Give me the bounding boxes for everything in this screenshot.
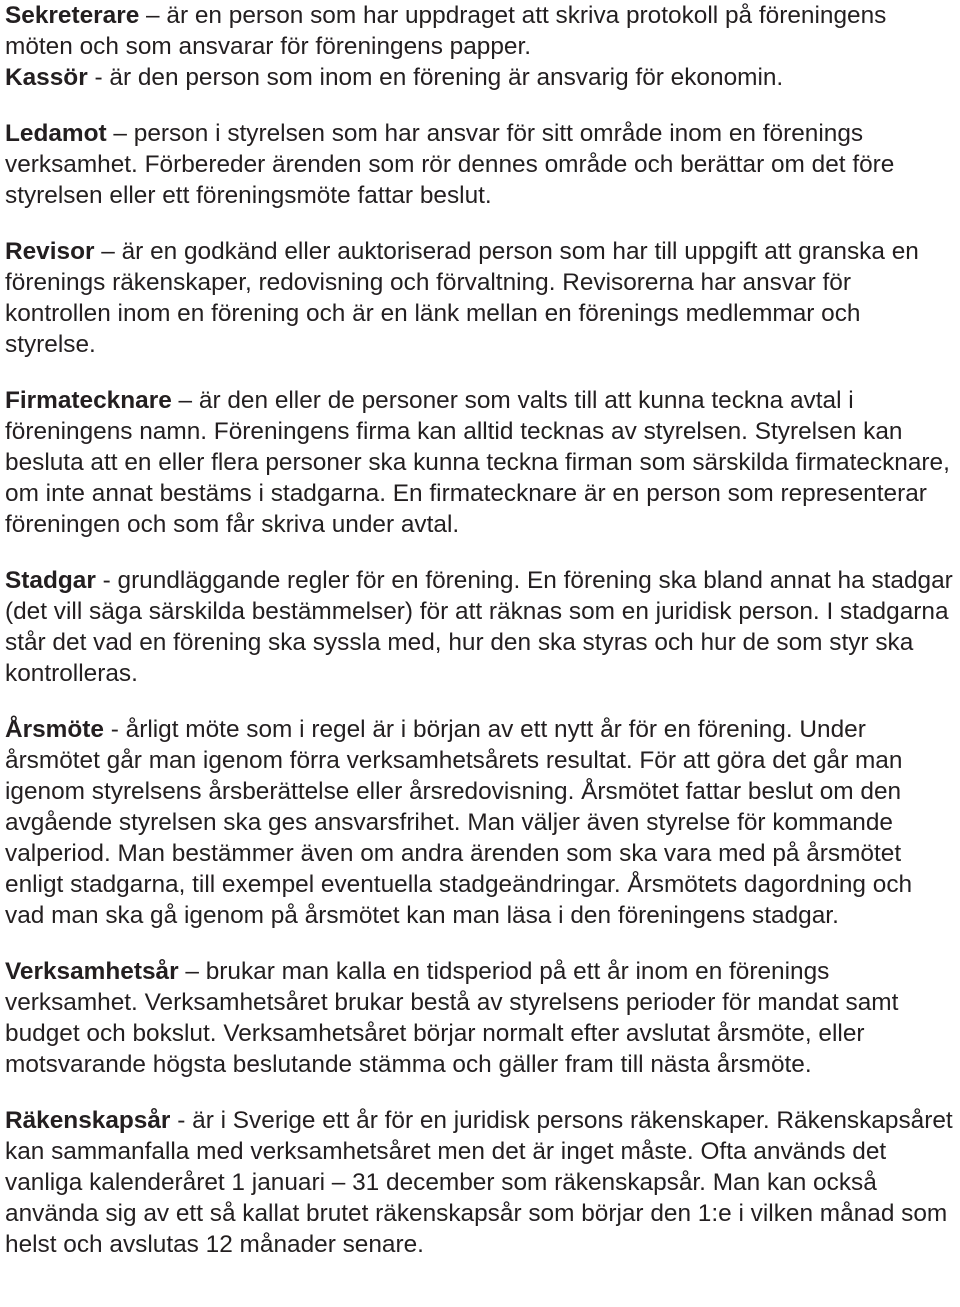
- entry-firmatecknare: [5, 385, 955, 540]
- term: Revisor: [5, 238, 95, 265]
- definition: är den eller de personer som valts till att kunna teckna avtal i föreningens namn. Föreningens firma kan alltid tecknas av styrelsen. Styrelsen kan besluta att en eller flera personer ska kunna teckna firman som särskilda firmatecknare, om inte annat bestäms i stadgarna. En firmatecknare är en person som representerar föreningen och som får skriva under avtal.: [5, 387, 950, 538]
- separator: -: [87, 64, 110, 91]
- entry-sekreterare: [5, 0, 955, 62]
- term: Räkenskapsår: [5, 1107, 171, 1134]
- definition: brukar man kalla en tidsperiod på ett år inom en förenings verksamhet. Verksamhetsåret brukar bestå av styrelsens perioder för mandat samt budget och bokslut. Verksamhetsåret börjar normalt efter avslutat årsmöte, eller motsvarande högsta beslutande stämma och gäller fram till nästa årsmöte.: [5, 958, 899, 1078]
- entry-rakenskapsar: [5, 1105, 955, 1260]
- glossary-document: [5, 0, 955, 1260]
- entry-ledamot: [5, 118, 955, 211]
- entry-kassor: [5, 62, 955, 93]
- entry-stadgar: [5, 565, 955, 689]
- definition: årligt möte som i regel är i början av ett nytt år för en förening. Under årsmötet går man igenom förra verksamhetsårets resultat. För att göra det går man igenom styrelsens årsberättelse eller årsredovisning. Årsmötet fattar beslut om den avgående styrelsen ska ges ansvarsfrihet. Man väljer även styrelse för kommande valperiod. Man bestämmer även om andra ärenden som ska vara med på årsmötet enligt stadgarna, till exempel eventuella stadgeändringar. Årsmötets dagordning och vad man ska gå igenom på årsmötet kan man läsa i den föreningens stadgar.: [5, 716, 913, 929]
- entry-verksamhetsar: [5, 956, 955, 1080]
- separator: -: [170, 1107, 193, 1134]
- definition: är en godkänd eller auktoriserad person som har till uppgift att granska en förenings räkenskaper, redovisning och förvaltning. Revisorerna har ansvar för kontrollen inom en förening och är en länk mellan en förenings medlemmar och styrelse.: [5, 238, 919, 358]
- term: Stadgar: [5, 567, 96, 594]
- entry-arsmote: [5, 714, 955, 931]
- separator: –: [106, 120, 134, 147]
- separator: –: [178, 958, 206, 985]
- separator: –: [139, 2, 167, 29]
- definition: är den person som inom en förening är ansvarig för ekonomin.: [109, 64, 784, 91]
- separator: –: [94, 238, 122, 265]
- term: Verksamhetsår: [5, 958, 179, 985]
- definition: är en person som har uppdraget att skriva protokoll på föreningens möten och som ansvarar för föreningens papper.: [5, 2, 887, 60]
- term: Firmatecknare: [5, 387, 172, 414]
- term: Kassör: [5, 64, 88, 91]
- separator: –: [171, 387, 199, 414]
- separator: -: [103, 716, 126, 743]
- term: Årsmöte: [5, 716, 104, 743]
- term: Sekreterare: [5, 2, 140, 29]
- entry-revisor: [5, 236, 955, 360]
- definition: person i styrelsen som har ansvar för sitt område inom en förenings verksamhet. Förbereder ärenden som rör dennes område och berättar om det före styrelsen eller ett föreningsmöte fattar beslut.: [5, 120, 895, 209]
- term: Ledamot: [5, 120, 107, 147]
- definition: grundläggande regler för en förening. En förening ska bland annat ha stadgar (det vill säga särskilda bestämmelser) för att räknas som en juridisk person. I stadgarna står det vad en förening ska syssla med, hur den ska styras och hur de som styr ska kontrolleras.: [5, 567, 953, 687]
- definition: är i Sverige ett år för en juridisk persons räkenskaper. Räkenskapsåret kan sammanfalla med verksamhetsåret men det är inget måste. Ofta används det vanliga kalenderåret 1 januari – 31 december som räkenskapsår. Man kan också använda sig av ett så kallat brutet räkenskapsår som börjar den 1:e i vilken månad som helst och avslutas 12 månader senare.: [5, 1107, 953, 1258]
- separator: -: [95, 567, 118, 594]
